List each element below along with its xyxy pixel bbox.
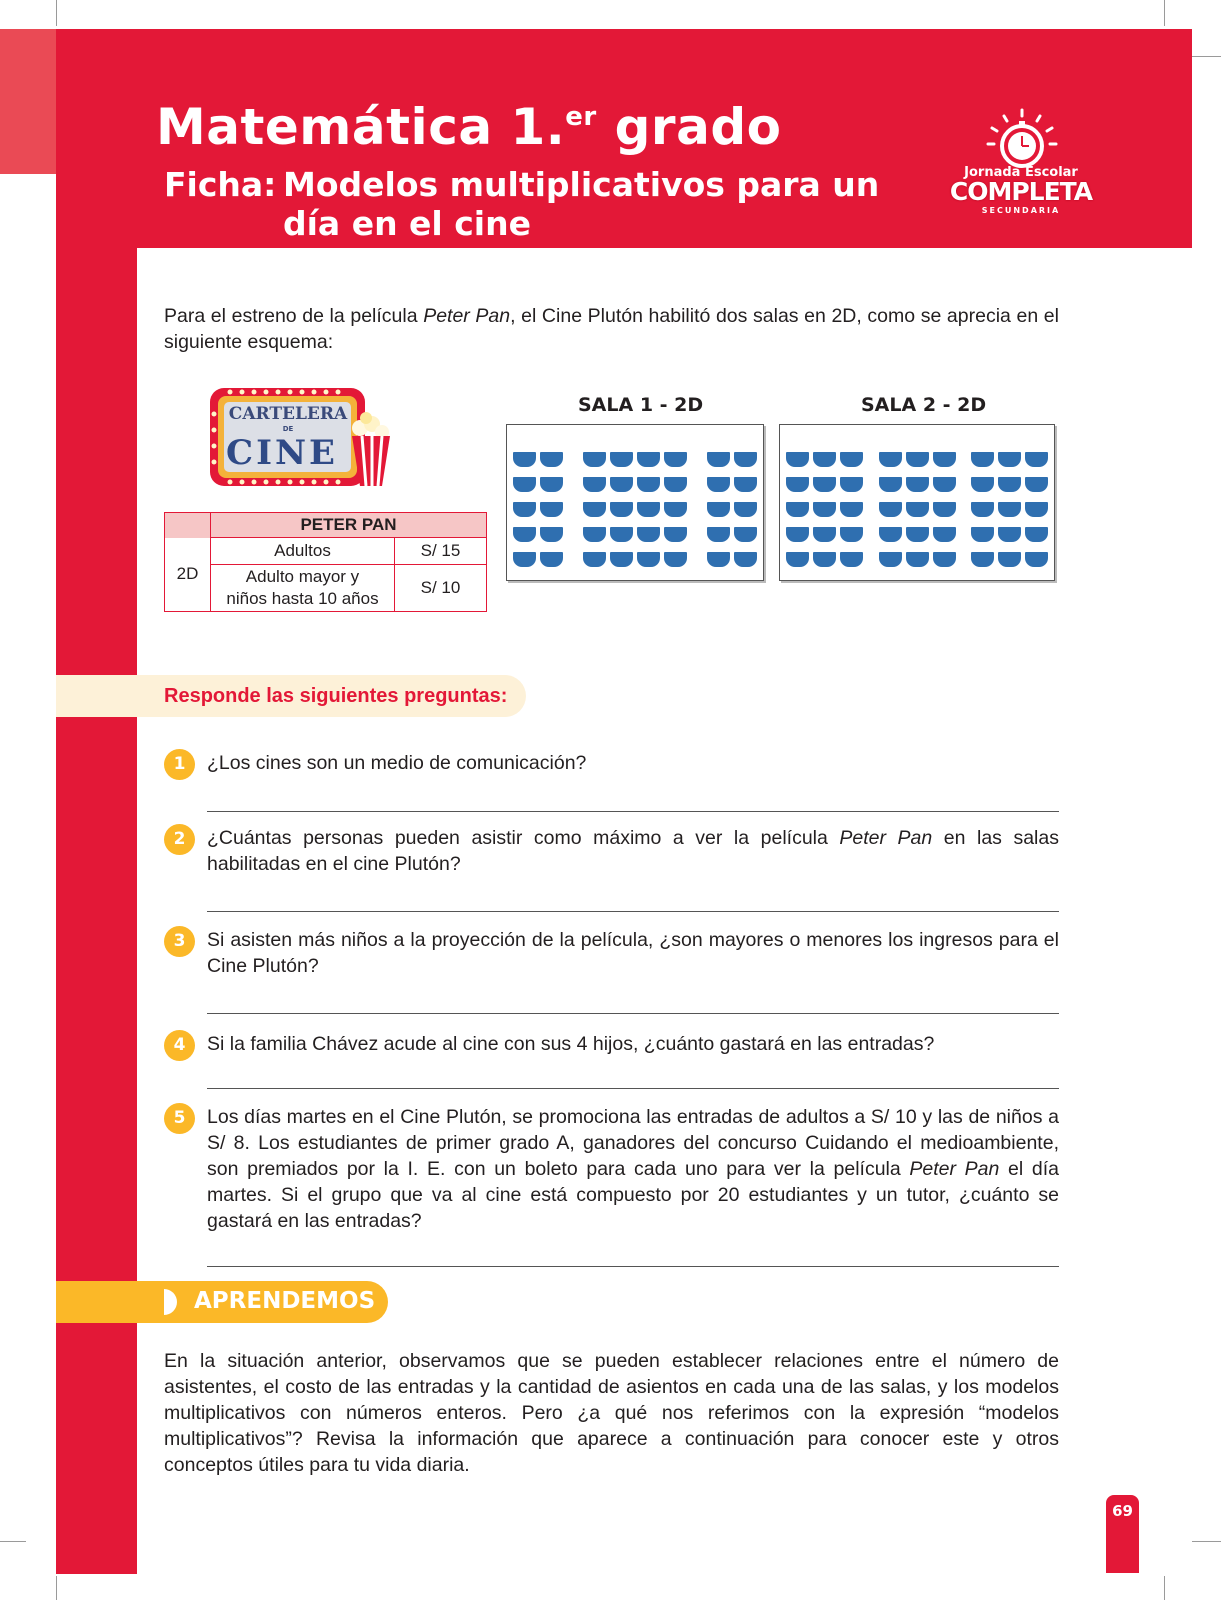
seat — [971, 452, 994, 467]
seat — [1025, 527, 1048, 542]
movie-title: Peter Pan — [423, 305, 511, 327]
crop-mark — [1164, 1576, 1165, 1600]
table-corner-cell — [165, 513, 211, 538]
seat — [906, 527, 929, 542]
seat — [610, 527, 633, 542]
ticket-price-cell: S/ 10 — [395, 565, 487, 612]
seat — [971, 527, 994, 542]
seat — [1025, 502, 1048, 517]
seat — [971, 477, 994, 492]
seat — [583, 527, 606, 542]
intro-paragraph: Para el estreno de la película Peter Pan, el Cine Plutón habilitó dos salas en 2D, como se aprecia en el siguiente esquema: — [164, 305, 1059, 353]
answer-line[interactable] — [207, 1088, 1059, 1089]
seat — [933, 502, 956, 517]
question-text: ¿Los cines son un medio de comunicación? — [207, 752, 587, 774]
seat — [707, 502, 730, 517]
cine-poster-image — [210, 386, 398, 494]
question-number-badge: 3 — [164, 926, 195, 957]
poster-line3: CINE — [226, 433, 338, 473]
seat — [540, 502, 563, 517]
seat — [933, 552, 956, 567]
poster-line1: CARTELERA — [228, 404, 348, 424]
seat — [664, 477, 687, 492]
seat — [583, 477, 606, 492]
poster-line2: DE — [282, 425, 294, 433]
page-number: 69 — [1112, 1502, 1133, 1520]
seat — [879, 552, 902, 567]
seat — [637, 452, 660, 467]
question-number-badge: 5 — [164, 1103, 195, 1134]
seat — [906, 552, 929, 567]
seat — [786, 502, 809, 517]
seat — [906, 502, 929, 517]
seat — [734, 452, 757, 467]
seat — [879, 452, 902, 467]
logo-line1: Jornada Escolar — [964, 165, 1078, 180]
subtitle-text: Modelos multiplicativos para un día en el cine — [283, 165, 880, 243]
answer-line[interactable] — [207, 811, 1059, 812]
seat — [637, 527, 660, 542]
seat — [513, 477, 536, 492]
aprendemos-title: APRENDEMOS — [194, 1288, 376, 1314]
sala-2-title: SALA 2 - 2D — [861, 394, 987, 416]
seat — [813, 477, 836, 492]
seat — [583, 452, 606, 467]
question-number-badge: 4 — [164, 1030, 195, 1061]
seat — [540, 452, 563, 467]
seat — [583, 502, 606, 517]
seat — [513, 527, 536, 542]
seat — [786, 452, 809, 467]
seat — [513, 502, 536, 517]
seat — [637, 552, 660, 567]
left-red-bar — [56, 29, 137, 1574]
seat — [879, 527, 902, 542]
seat — [513, 452, 536, 467]
clock-sun-icon — [980, 108, 1064, 170]
seat — [540, 552, 563, 567]
seat — [786, 477, 809, 492]
seat — [998, 527, 1021, 542]
table-header: PETER PAN — [211, 513, 487, 538]
question-text: Si asisten más niños a la proyección de la película, ¿son mayores o menores los ingresos para el Cine Plutón? — [207, 929, 1059, 977]
seat — [583, 552, 606, 567]
logo-line3: SECUNDARIA — [981, 206, 1061, 215]
seat — [998, 452, 1021, 467]
format-cell: 2D — [165, 538, 211, 612]
seat — [513, 552, 536, 567]
title-superscript: er — [565, 102, 597, 132]
seat — [707, 552, 730, 567]
seat — [971, 552, 994, 567]
seat — [540, 527, 563, 542]
seat — [610, 477, 633, 492]
question-number-badge: 2 — [164, 824, 195, 855]
seat — [879, 477, 902, 492]
seat — [906, 477, 929, 492]
seat — [610, 502, 633, 517]
aprendemos-paragraph: En la situación anterior, observamos que se pueden establecer relaciones entre el número de asistentes, el costo de las entradas y la cantidad de asientos en cada una de las salas, y los modelos multiplicativos con números enteros. Pero ¿a qué nos referimos con la expresión “modelos multiplicativos”? Revisa la información que aparece a continuación para conocer este y otros conceptos útiles para tu vida diaria. — [164, 1350, 1059, 1476]
seat — [933, 527, 956, 542]
seat — [879, 502, 902, 517]
crop-mark — [56, 0, 57, 26]
seat — [813, 527, 836, 542]
seat — [610, 552, 633, 567]
questions-title: Responde las siguientes preguntas: — [164, 685, 508, 707]
seat — [840, 477, 863, 492]
seat — [998, 552, 1021, 567]
seat — [998, 477, 1021, 492]
answer-line[interactable] — [207, 911, 1059, 912]
seat — [637, 502, 660, 517]
seat — [637, 477, 660, 492]
subtitle-label: Ficha: — [164, 165, 277, 204]
seat — [707, 452, 730, 467]
seat — [933, 477, 956, 492]
question-text: Si la familia Chávez acude al cine con sus 4 hijos, ¿cuánto gastará en las entradas? — [207, 1033, 935, 1055]
seat — [998, 502, 1021, 517]
seat — [664, 502, 687, 517]
seat — [971, 502, 994, 517]
answer-line[interactable] — [207, 1266, 1059, 1267]
ticket-type-cell: Adultos — [211, 538, 395, 565]
seat — [664, 452, 687, 467]
logo-line2: COMPLETA — [949, 177, 1093, 206]
seat — [664, 552, 687, 567]
seat — [1025, 452, 1048, 467]
seat — [734, 502, 757, 517]
seat — [786, 552, 809, 567]
left-edge-tab — [0, 29, 56, 174]
seat — [734, 552, 757, 567]
question-text: ¿Cuántas personas pueden asistir como máximo a ver la película Peter Pan en las salas habilitadas en el cine Plutón? — [207, 827, 1059, 875]
seat — [840, 552, 863, 567]
seat — [734, 527, 757, 542]
sala-1-diagram — [506, 424, 764, 581]
sala-2-diagram — [779, 424, 1055, 581]
question-text: Los días martes en el Cine Plutón, se promociona las entradas de adultos a S/ 10 y las de niños a S/ 8. Los estudiantes de primer grado A, ganadores del concurso Cuidando el medioambiente, son premiados por la I. E. con un boleto para cada uno para ver la película Peter Pan el día martes. Si el grupo que va al cine está compuesto por 20 estudiantes y un tutor, ¿cuánto se gastará en las entradas? — [207, 1106, 1059, 1232]
page-title: Matemática 1.$^{er}$ grado — [156, 98, 782, 156]
seat — [840, 452, 863, 467]
seat — [664, 527, 687, 542]
seat — [734, 477, 757, 492]
seat — [786, 527, 809, 542]
answer-line[interactable] — [207, 1013, 1059, 1014]
seat — [707, 527, 730, 542]
seat — [813, 452, 836, 467]
question-number-badge: 1 — [164, 749, 195, 780]
ticket-type-cell: Adulto mayor y niños hasta 10 años — [211, 565, 395, 612]
crop-mark — [1192, 56, 1221, 57]
crop-mark — [1164, 0, 1165, 26]
crop-mark — [56, 1576, 57, 1600]
seat — [813, 552, 836, 567]
seat — [813, 502, 836, 517]
price-table — [164, 512, 487, 612]
ticket-price-cell: S/ 15 — [395, 538, 487, 565]
seat — [1025, 477, 1048, 492]
seat — [840, 527, 863, 542]
seat — [933, 452, 956, 467]
seat — [840, 502, 863, 517]
seat — [540, 477, 563, 492]
sala-1-title: SALA 1 - 2D — [578, 394, 704, 416]
seat — [610, 452, 633, 467]
crop-mark — [1192, 1541, 1221, 1542]
crop-mark — [0, 1541, 26, 1542]
seat — [906, 452, 929, 467]
seat — [707, 477, 730, 492]
seat — [1025, 552, 1048, 567]
